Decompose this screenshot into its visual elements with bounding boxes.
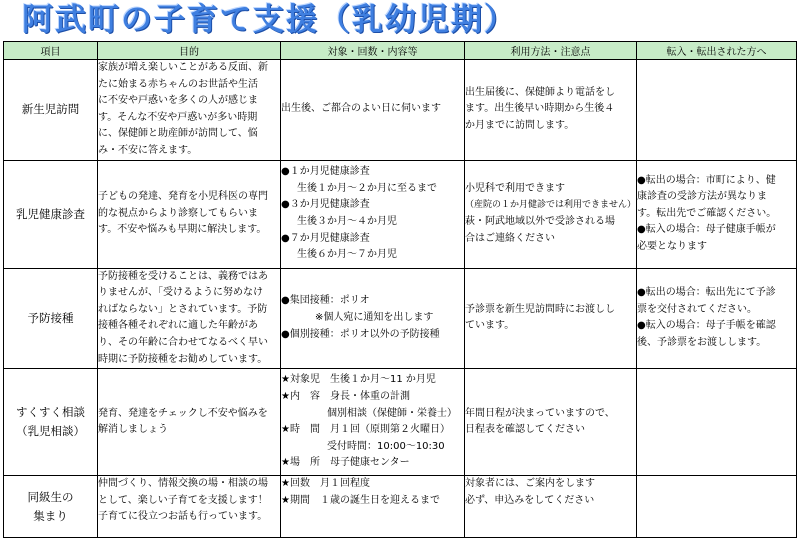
purpose-line: に不安や戸惑いを多くの人が感じま [98,95,258,107]
transfer-cell [637,160,797,268]
usage-cell [465,268,637,369]
transfer-line: ●転入の場合：母子手帳を確認 [637,320,776,332]
purpose-line: 解消しましょう [98,424,168,436]
item-cell [4,160,98,268]
usage-line: 対象者には、ご案内をします [465,478,595,490]
usage-line: ます。出生後早い時期から生後４ [465,103,615,115]
item-cell [4,369,98,476]
usage-note: （産院の１か月健診では利用できません） [465,200,636,211]
header-item: 項目 [4,42,98,60]
target-line: 受付時間：10:00～10:30 [327,440,445,452]
transfer-line: 必要となります [637,240,707,252]
usage-line: 萩・阿武地域以外で受診される場 [465,216,615,228]
target-line: 出生後、ご都合のよい日に伺います [281,103,441,115]
purpose-cell [98,60,281,161]
purpose-line: 家族が増え楽しいことがある反面、新 [98,62,268,73]
transfer-line: 康診査の受診方法が異なりま [637,191,767,203]
support-table [3,41,797,538]
purpose-cell [98,268,281,369]
target-line: ★回数 月１回程度 [281,478,370,490]
target-line: ●１か月児健康診査 [281,166,370,178]
purpose-line: 接種各種それぞれに適した年齢があ [98,320,258,332]
target-line: ★対象児 生後１か月～11 か月児 [281,374,436,386]
item-sublabel: （乳児相談） [16,424,85,439]
usage-line: 日程表を確認してください [465,424,585,436]
transfer-cell [637,476,797,538]
target-line: ●７か月児健康診査 [281,232,370,244]
usage-line: 予診票を新生児訪問時にお渡しし [465,303,615,315]
page-title: 阿武町の子育て支援（乳幼児期） [22,2,517,38]
target-note: ※個人宛に通知を出します [315,312,434,324]
purpose-line: に、保健師と助産師が訪問して、悩 [98,128,258,140]
purpose-line: 子育てに役立つお話も行っています。 [98,511,268,523]
transfer-line: ●転出の場合：市町により、健 [637,174,776,186]
target-line: ★期間 １歳の誕生日を迎えるまで [281,494,440,506]
purpose-line: たに始まる赤ちゃんのお世話や生活 [98,78,258,90]
purpose-line: 予防接種を受けることは、義務ではあ [98,270,268,282]
transfer-line: 票を交付されてください。 [637,303,757,315]
target-line: ●３か月児健康診査 [281,199,370,211]
item-label: 集まり [33,508,68,523]
item-label: 予防接種 [27,310,74,325]
purpose-line: 子どもの発達、発育を小児科医の専門 [98,191,268,203]
transfer-line: ●転出の場合：転出先にて予診 [637,287,776,299]
usage-cell [465,369,637,476]
purpose-line: として、楽しい子育てを支援します！ [98,494,268,506]
table-row [4,268,797,369]
item-cell [4,268,98,369]
purpose-line: す。不安や悩みも早期に解決します。 [98,224,267,236]
usage-line: ています。 [465,320,515,332]
usage-line: 小児科で利用できます [465,182,565,194]
table-row [4,60,797,161]
table-row [4,476,797,538]
usage-cell [465,60,637,161]
transfer-line: 後、予診票をお渡しします。 [637,336,767,348]
usage-line: か月までに訪問します。 [465,120,575,132]
header-purpose: 目的 [98,42,281,60]
item-label: 乳児健康診査 [16,206,85,221]
purpose-line: り、その年齢に合わせてなるべく早い [98,336,268,348]
purpose-line: す。そんな不安や戸惑いが多い時期 [98,111,258,123]
usage-line: 出生届後に、保健師より電話をし [465,86,615,98]
purpose-line: りませんが、「受けるように努めなけ [98,287,263,299]
target-line: 生後３か月～４か月児 [297,216,397,228]
usage-line: 合はご連絡ください [465,232,555,244]
usage-cell [465,476,637,538]
target-cell [281,476,465,538]
transfer-cell [637,60,797,161]
usage-line: 必ず、申込みをしてください [465,494,595,506]
purpose-line: 発育、発達をチェックし不安や悩みを [98,407,268,419]
table-row [4,160,797,268]
target-cell [281,60,465,161]
target-line: ●集団接種：ポリオ [281,295,370,307]
item-label: 同級生の [27,489,74,504]
item-label: すくすく相談 [16,405,85,420]
target-cell [281,369,465,476]
purpose-cell [98,476,281,538]
purpose-line: 的な視点からより診察してもらいま [98,207,258,219]
target-line: ★時 間 月１回（原則第２火曜日） [281,424,450,436]
target-cell [281,268,465,369]
header-usage: 利用方法・注意点 [465,42,637,60]
purpose-line: 時期に予防接種をお勧めしています。 [98,353,268,365]
target-line: ●個別接種：ポリオ以外の予防接種 [281,328,440,340]
table-row [4,369,797,476]
target-line: 生後１か月～２か月に至るまで [297,182,437,194]
transfer-line: す。転出先でご確認ください。 [637,207,777,219]
target-cell [281,160,465,268]
item-label: 新生児訪問 [21,102,80,117]
item-cell [4,476,98,538]
target-line: ★内 容 身長・体重の計測 [281,390,410,402]
usage-line: 年間日程が決まっていますので、 [465,407,615,419]
target-line: 生後６か月～７か月児 [297,249,397,261]
target-line: 個別相談（保健師・栄養士） [327,407,457,419]
header-transfer: 転入・転出された方へ [637,42,797,60]
target-line: ★場 所 母子健康センター [281,457,410,469]
header-target: 対象・回数・内容等 [281,42,465,60]
purpose-cell [98,160,281,268]
purpose-line: み・不安に答えます。 [98,144,198,156]
header-row [4,42,797,60]
purpose-line: ればならない」とされています。予防 [98,303,268,315]
transfer-line: ●転入の場合：母子健康手帳が [637,224,776,236]
item-cell [4,60,98,161]
purpose-line: 仲間づくり、情報交換の場・相談の場 [98,478,268,490]
transfer-cell [637,369,797,476]
usage-cell [465,160,637,268]
transfer-cell [637,268,797,369]
purpose-cell [98,369,281,476]
